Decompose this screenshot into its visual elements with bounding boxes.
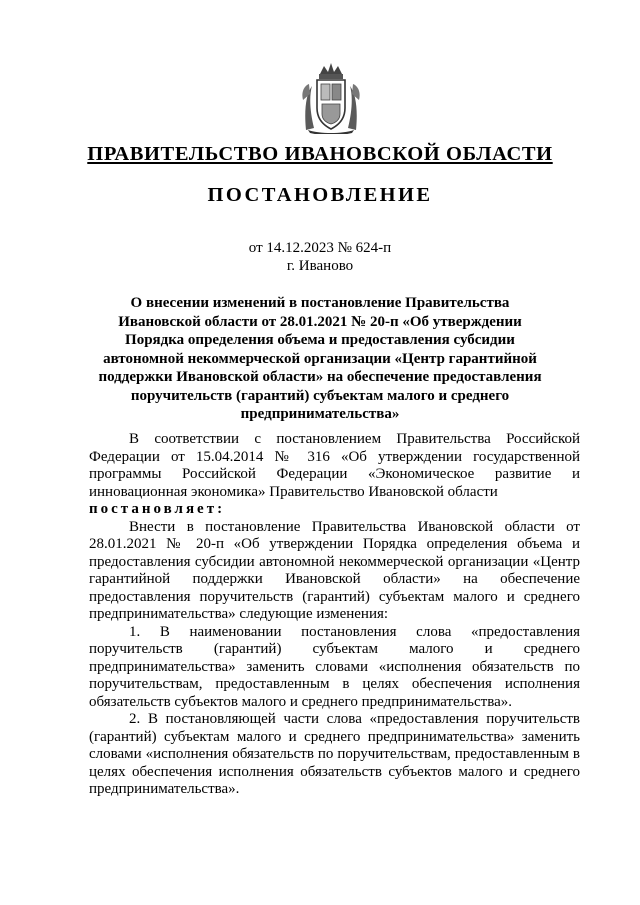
document-body (89, 431, 580, 799)
coat-of-arms-emblem (300, 60, 362, 134)
document-type: ПОСТАНОВЛЕНИЕ (207, 184, 433, 206)
resolves-line (89, 501, 580, 519)
document-city: г. Иваново (286, 258, 354, 274)
document-date-number: от 14.12.2023 № 624-п (248, 240, 392, 256)
document-heading: О внесении изменений в постановление Правительства Ивановской области от 28.01.2021 № 20-п «Об утверждении Порядка определения объема и предоставления субсидии автономной некоммерческой организации «Центр гарантийной поддержки Ивановской области» на обеспечение предоставления поручительств (гарантий) субъектам малого и среднего предпринимательства» (98, 295, 542, 422)
preamble-paragraph: В соответствии с постановлением Правительства Российской Федерации от 15.04.2014 № 316 «Об утверждении государственной программы Российской Федерации «Экономическое развитие и инновационная экономика» Правительство Ивановской области (89, 431, 580, 500)
organization-title: ПРАВИТЕЛЬСТВО ИВАНОВСКОЙ ОБЛАСТИ (87, 143, 553, 165)
amendment-item-2: 2. В постановляющей части слова «предоставления поручительств (гарантий) субъектам малого и среднего предпринимательства» заменить словами «исполнения обязательств по поручительствам, предоставленным в целях обеспечения исполнения обязательств субъектов малого и среднего предпринимательства». (89, 711, 580, 797)
amendment-item-1: 1. В наименовании постановления слова «предоставления поручительств (гарантий) субъектам малого и среднего предпринимательства» заменить словами «исполнения обязательств по поручительствам, предоставленным в целях обеспечения исполнения обязательств субъектов малого и среднего предпринимательства». (89, 623, 580, 710)
resolves-word: постановляет: (89, 501, 226, 517)
main-clause-paragraph: Внести в постановление Правительства Ивановской области от 28.01.2021 № 20-п «Об утверждении Порядка определения объема и предоставления субсидии автономной некоммерческой организации «Центр гарантийной поддержки Ивановской области» на обеспечение предоставления поручительств (гарантий) субъектам малого и среднего предпринимательства» следующие изменения: (89, 518, 580, 622)
